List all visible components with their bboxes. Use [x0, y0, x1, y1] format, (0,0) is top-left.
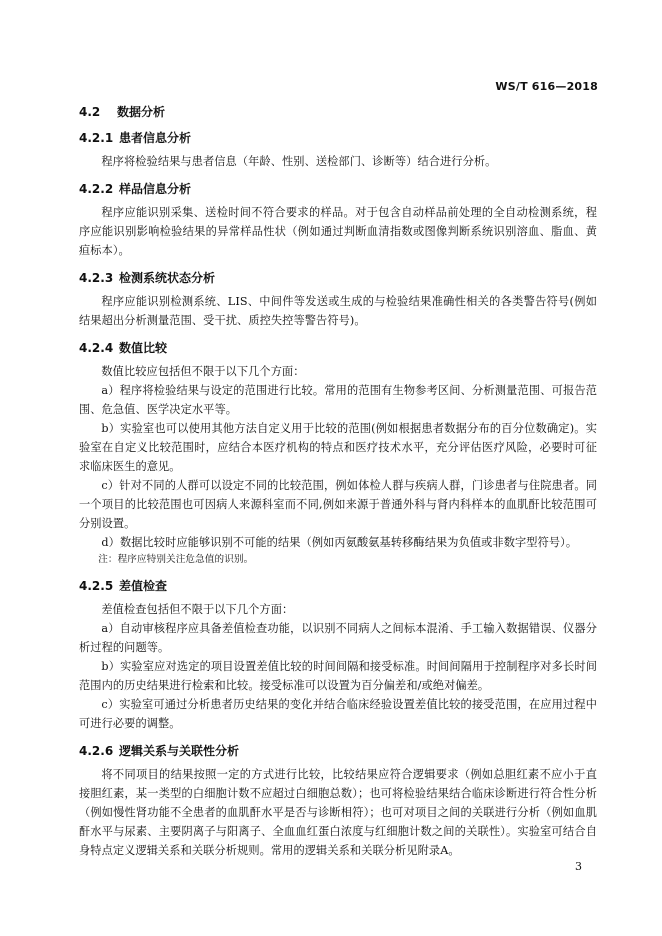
list-item-paragraph: c）实验室可通过分析患者历史结果的变化并结合临床经验设置差值比较的接受范围，在应用过程中可进行必要的调整。 [79, 698, 597, 730]
subsection-title: 数值比较 [119, 341, 168, 355]
section-title: 数据分析 [117, 105, 166, 119]
page-number: 3 [575, 860, 582, 873]
section-heading [79, 104, 597, 120]
document-body [79, 104, 597, 860]
subsection-number: 4.2.5 [79, 579, 114, 593]
list-item-paragraph: a）程序将检验结果与设定的范围进行比较。常用的范围有生物参考区间、分析测量范围、可报告范围、危急值、医学决定水平等。 [79, 384, 597, 416]
document-code: WS/T 616—2018 [495, 80, 598, 93]
subsection-number: 4.2.1 [79, 131, 114, 145]
subsection-title: 患者信息分析 [119, 131, 192, 145]
list-item-paragraph: b）实验室也可以使用其他方法自定义用于比较的范围(例如根据患者数据分布的百分位数确定)。实验室在自定义比较范围时，应结合本医疗机构的特点和医疗技术水平，充分评估医疗风险，必要时可征求临床医生的意见。 [79, 422, 597, 473]
subsection-title: 样品信息分析 [119, 182, 192, 196]
subsection-heading [79, 340, 597, 356]
subsection-heading [79, 130, 597, 146]
subsection-title: 差值检查 [119, 579, 168, 593]
subsection-number: 4.2.6 [79, 744, 114, 758]
subsection-heading [79, 578, 597, 594]
paragraph: 程序将检验结果与患者信息（年龄、性别、送检部门、诊断等）结合进行分析。 [101, 155, 497, 168]
subsection-heading [79, 181, 597, 197]
paragraph: 将不同项目的结果按照一定的方式进行比较，比较结果应符合逻辑要求（例如总胆红素不应小于直接胆红素，某一类型的白细胞计数不应超过白细胞总数）；也可将检验结果结合临床诊断进行符合性分析（例如慢性肾功能不全患者的血肌酐水平是否与诊断相符）；也可对项目之间的关联进行分析（例如血肌酐水平与尿素、主要阴离子与阳离子、全血血红蛋白浓度与红细胞计数之间的关联性）。实验室可结合自身特点定义逻辑关系和关联分析规则。常用的逻辑关系和关联分析见附录A。 [79, 768, 597, 857]
subsection-number: 4.2.2 [79, 182, 114, 196]
list-item-paragraph: a）自动审核程序应具备差值检查功能，以识别不同病人之间标本混淆、手工输入数据错误、仪器分析过程的问题等。 [79, 622, 597, 654]
paragraph: 程序应能识别采集、送检时间不符合要求的样品。对于包含自动样品前处理的全自动检测系统，程序应能识别影响检验结果的异常样品性状（例如通过判断血清指数或图像判断系统识别溶血、脂血、黄疸标本）。 [79, 206, 597, 257]
subsection-number: 4.2.3 [79, 271, 114, 285]
paragraph: 程序应能识别检测系统、LIS、中间件等发送或生成的与检验结果准确性相关的各类警告符号(例如结果超出分析测量范围、受干扰、质控失控等警告符号)。 [79, 295, 597, 327]
subsection-title: 检测系统状态分析 [119, 271, 216, 285]
list-item-paragraph: b）实验室应对选定的项目设置差值比较的时间间隔和接受标准。时间间隔用于控制程序对多长时间范围内的历史结果进行检索和比较。接受标准可以设置为百分偏差和/或绝对偏差。 [79, 660, 597, 692]
section-number: 4.2 [79, 105, 101, 119]
subsection-number: 4.2.4 [79, 341, 114, 355]
paragraph: 差值检查包括但不限于以下几个方面： [101, 603, 294, 616]
list-item-paragraph: d）数据比较时应能够识别不可能的结果（例如丙氨酸氨基转移酶结果为负值或非数字型符号）。 [101, 536, 578, 549]
list-item-paragraph: c）针对不同的人群可以设定不同的比较范围，例如体检人群与疾病人群，门诊患者与住院患者。同一个项目的比较范围也可因病人来源科室而不同,例如来源于普通外科与肾内科样本的血肌酐比较范围可分别设置。 [79, 479, 597, 530]
subsection-title: 逻辑关系与关联性分析 [119, 744, 240, 758]
paragraph: 数值比较应包括但不限于以下几个方面： [101, 365, 305, 378]
subsection-heading [79, 270, 597, 286]
subsection-heading [79, 743, 597, 759]
note: 注：程序应特别关注危急值的识别。 [98, 554, 254, 565]
